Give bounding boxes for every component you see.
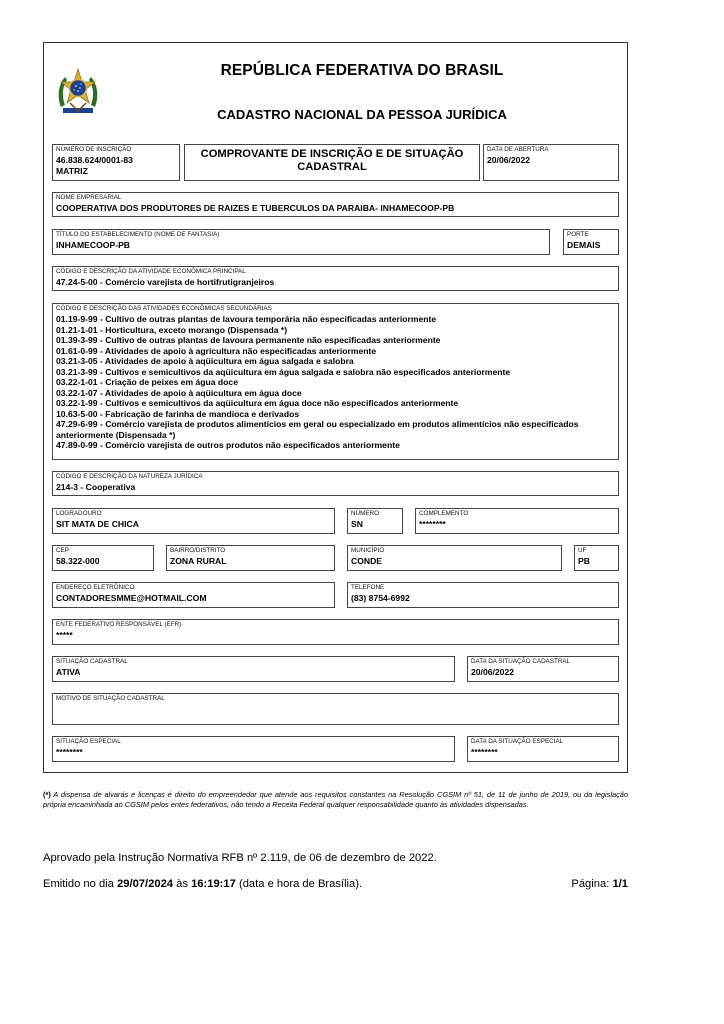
emission-prefix: Emitido no dia (43, 878, 118, 890)
nome-empresarial-label: NOME EMPRESARIAL (56, 194, 122, 201)
inscricao-tipo: MATRIZ (56, 166, 88, 176)
page-number (571, 878, 628, 890)
list-item: 47.89-0-99 - Comércio varejista de outros produtos não especificados anteriormente (56, 440, 400, 450)
list-item: 47.29-6-99 - Comércio varejista de produtos alimentícios em geral ou especializado em produtos alimentícios não especificados anteriormente (Dispensada *) (56, 419, 579, 440)
motivo-label: MOTIVO DE SITUAÇÃO CADASTRAL (56, 695, 165, 702)
complemento-box (415, 508, 619, 534)
municipio-value: CONDE (351, 556, 383, 566)
telefone-label: TELEFONE (351, 584, 385, 591)
bairro-value: ZONA RURAL (170, 556, 227, 566)
data-situacao-label: DATA DA SITUAÇÃO CADASTRAL (471, 658, 571, 665)
comprovante-title-line1: COMPROVANTE DE INSCRIÇÃO E DE SITUAÇÃO (200, 148, 464, 160)
emission-mid: às (173, 878, 192, 890)
atividades-secundarias-label: CÓDIGO E DESCRIÇÃO DAS ATIVIDADES ECONÔMICAS SECUNDÁRIAS (56, 305, 272, 312)
bairro-label: BAIRRO/DISTRITO (170, 547, 226, 554)
list-item: 01.21-1-01 - Horticultura, exceto morango (Dispensada *) (56, 324, 288, 335)
situacao-box (52, 656, 455, 682)
efr-box (52, 619, 619, 645)
emission-info (43, 878, 362, 890)
list-item: 01.61-0-99 - Atividades de apoio à agricultura não especificadas anteriormente (56, 345, 377, 356)
inscricao-box (52, 144, 180, 181)
footnote-mark: (*) (43, 790, 51, 799)
email-label: ENDEREÇO ELETRÔNICO (56, 584, 135, 591)
list-item: 03.22-1-07 - Atividades de apoio à aqüicultura em água doce (56, 387, 302, 398)
municipio-box (347, 545, 562, 571)
logradouro-label: LOGRADOURO (56, 510, 102, 517)
emission-date: 29/07/2024 (117, 878, 174, 890)
atividade-principal-value: 47.24-5-00 - Comércio varejista de hortifrutigranjeiros (56, 277, 275, 287)
abertura-value: 20/06/2022 (487, 155, 531, 165)
uf-label: UF (578, 547, 587, 554)
atividades-secundarias-list (56, 314, 615, 451)
logradouro-box (52, 508, 335, 534)
list-item: 03.22-1-01 - Criação de peixes em água doce (56, 377, 238, 387)
comprovante-title (185, 148, 479, 174)
complemento-value: ******** (419, 519, 446, 529)
situacao-label: SITUAÇÃO CADASTRAL (56, 658, 128, 665)
email-value: CONTADORESMME@HOTMAIL.COM (56, 593, 207, 603)
uf-box (574, 545, 619, 571)
efr-value: ***** (56, 630, 73, 640)
fantasia-box (52, 229, 550, 255)
atividade-principal-box (52, 266, 619, 291)
porte-box (563, 229, 619, 255)
logradouro-value: SIT MATA DE CHICA (56, 519, 139, 529)
page-label: Página: (571, 878, 613, 890)
efr-label: ENTE FEDERATIVO RESPONSÁVEL (EFR) (56, 621, 182, 628)
abertura-box (483, 144, 619, 181)
nome-empresarial-box (52, 192, 619, 217)
atividade-principal-label: CÓDIGO E DESCRIÇÃO DA ATIVIDADE ECONÔMICA PRINCIPAL (56, 268, 246, 275)
fantasia-label: TÍTULO DO ESTABELECIMENTO (NOME DE FANTASIA) (56, 231, 220, 238)
emission-time: 16:19:17 (191, 878, 236, 890)
nome-empresarial-value: COOPERATIVA DOS PRODUTORES DE RAIZES E TUBERCULOS DA PARAIBA- INHAMECOOP-PB (56, 203, 455, 213)
list-item: 10.63-5-00 - Fabricação de farinha de mandioca e derivados (56, 408, 300, 419)
inscricao-label: NÚMERO DE INSCRIÇÃO (56, 146, 132, 153)
situacao-especial-box (52, 736, 455, 762)
data-especial-value: ******** (471, 747, 498, 757)
list-item: 03.21-3-99 - Cultivos e semicultivos da aqüicultura em água salgada e salobra não especificados anteriormente (56, 366, 511, 377)
numero-box (347, 508, 403, 534)
porte-label: PORTE (567, 231, 589, 238)
situacao-especial-value: ******** (56, 747, 83, 757)
cep-value: 58.322-000 (56, 556, 100, 566)
footnote-text: A dispensa de alvarás e licenças é direito do empreendedor que atende aos requisitos constantes na Resolução CGSIM nº 51, de 11 de junho de 2019, ou da legislação própria encaminhada ao CGSIM pelos entes federativos, não tendo a Receita Federal qualquer responsabilidade quanto às atividades dispensadas. (43, 790, 628, 809)
numero-label: NÚMERO (351, 510, 379, 517)
data-especial-label: DATA DA SITUAÇÃO ESPECIAL (471, 738, 564, 745)
natureza-juridica-label: CÓDIGO E DESCRIÇÃO DA NATUREZA JURÍDICA (56, 473, 203, 480)
email-box (52, 582, 335, 608)
list-item: 01.19-9-99 - Cultivo de outras plantas de lavoura temporária não especificadas anteriormente (56, 314, 437, 324)
bairro-box (166, 545, 335, 571)
fantasia-value: INHAMECOOP-PB (56, 240, 131, 250)
situacao-especial-label: SITUAÇÃO ESPECIAL (56, 738, 121, 745)
complemento-label: COMPLEMENTO (419, 510, 469, 517)
comprovante-title-line2: CADASTRAL (297, 161, 367, 173)
uf-value: PB (578, 556, 590, 566)
page-subtitle: CADASTRO NACIONAL DA PESSOA JURÍDICA (217, 107, 507, 122)
inscricao-numero: 46.838.624/0001-83 (56, 155, 133, 165)
list-item: 01.39-3-99 - Cultivo de outras plantas de lavoura permanente não especificadas anteriormente (56, 335, 441, 345)
abertura-label: DATA DE ABERTURA (487, 146, 549, 153)
atividades-secundarias-box (52, 303, 619, 460)
list-item: 03.21-3-05 - Atividades de apoio à aqüicultura em água salgada e salobra (56, 356, 354, 366)
page-title: REPÚBLICA FEDERATIVA DO BRASIL (220, 62, 504, 79)
municipio-label: MUNICÍPIO (351, 547, 385, 554)
telefone-box (347, 582, 619, 608)
data-situacao-value: 20/06/2022 (471, 667, 515, 677)
approval-note: Aprovado pela Instrução Normativa RFB nº 2.119, de 06 de dezembro de 2022. (43, 852, 437, 864)
natureza-juridica-box (52, 471, 619, 496)
situacao-value: ATIVA (56, 667, 81, 677)
data-especial-box (467, 736, 619, 762)
motivo-box (52, 693, 619, 725)
footnote (43, 790, 628, 810)
list-item: 03.22-1-99 - Cultivos e semicultivos da aqüicultura em água doce não especificados anteriormente (56, 398, 459, 408)
natureza-juridica-value: 214-3 - Cooperativa (56, 482, 136, 492)
page-value: 1/1 (612, 878, 628, 890)
numero-value: SN (351, 519, 363, 529)
porte-value: DEMAIS (567, 240, 601, 250)
telefone-value: (83) 8754-6992 (351, 593, 410, 603)
comprovante-box (184, 144, 480, 181)
emission-suffix: (data e hora de Brasília). (235, 878, 363, 890)
cep-label: CEP (56, 547, 69, 554)
cep-box (52, 545, 154, 571)
data-situacao-box (467, 656, 619, 682)
